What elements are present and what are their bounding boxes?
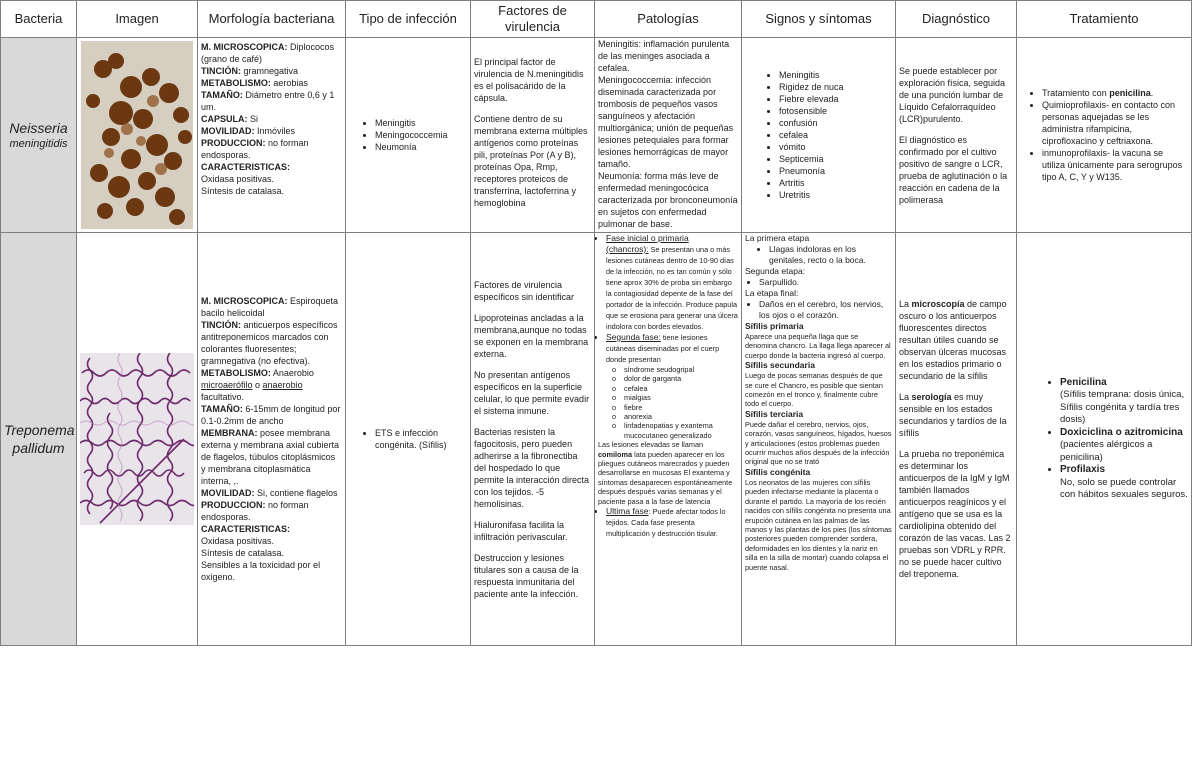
list-item: • Uretritis	[779, 189, 892, 201]
morph-label: CARACTERISTICAS:	[201, 524, 290, 534]
morph-value: aerobias	[270, 78, 308, 88]
genus-name: Neisseria	[9, 120, 68, 136]
phase-list-final	[598, 506, 738, 539]
morph-value: posee membrana externa y membrana axial cubierta de flagelos, túbulos citoplásmicos y membrana citoplasmática interna, ,.	[201, 428, 340, 486]
treatment-neisseria	[1017, 38, 1192, 233]
pathology-text-part: lata pueden aparecer en los pliegues cutáneos marecrados y pueden desarrollarse en mucosas El exantema y síntomas desaparecen espontáneamente después después varias semanas y el paciente pasa a la fase de latencia	[598, 449, 733, 506]
morph-line	[201, 427, 342, 487]
list-item: • Rigidez de nuca	[779, 81, 892, 93]
symptom-list	[598, 365, 738, 440]
morph-line	[201, 41, 342, 65]
diagnosis-text	[899, 298, 1013, 382]
syphilis-stage-title: Sífilis congénita	[745, 466, 811, 477]
treatment-drug: Doxiciclina o azitromicina	[1060, 426, 1183, 438]
pathology-text: Meningitis: inflamación purulenta de las meninges asociada a cefalea.	[598, 39, 730, 73]
morph-label: TAMAÑO:	[201, 404, 243, 414]
morph-line	[201, 523, 342, 535]
treatment-drug: Profilaxis	[1060, 464, 1106, 475]
list-item: • Quimioprofilaxis- en contacto con personas aquejadas se les administra rifampicina, ciprofloxacino y ceftriaxona.	[1042, 99, 1188, 147]
genus-name: Treponema	[4, 422, 75, 438]
list-item: • inmunoprofilaxis- la vacuna se utiliza únicamente para serogrupos tipo A, C, Y y W135.	[1042, 147, 1188, 183]
morph-line	[201, 125, 342, 137]
morph-extra: Síntesis de catalasa.	[201, 186, 285, 196]
list-item: • Fiebre elevada	[779, 93, 892, 105]
list-item: • Llagas indoloras en los genitales, recto o la boca.	[769, 244, 892, 266]
diagnosis-neisseria	[896, 38, 1017, 233]
pathology-text-part: Las lesiones elevadas se llaman	[598, 440, 704, 450]
list-item: • Artritis	[779, 177, 892, 189]
infection-neisseria	[346, 38, 471, 233]
virulence-text: El principal factor de virulencia de N.meningitidis es el polisacárido de la cápsula.	[474, 57, 584, 103]
neisseria-micrograph	[81, 41, 193, 229]
header-pathologies: Patologías	[595, 1, 742, 38]
treponema-micrograph	[80, 353, 194, 525]
diagnosis-text	[899, 391, 1013, 439]
table-row-neisseria	[1, 38, 1192, 233]
header-virulence: Factores de virulencia	[471, 1, 595, 38]
header-treatment: Tratamiento	[1017, 1, 1192, 38]
infection-list	[349, 117, 467, 153]
morph-label: TINCIÓN:	[201, 66, 241, 76]
treatment-text: Tratamiento con	[1042, 88, 1110, 98]
morph-line	[201, 499, 342, 523]
treatment-list	[1020, 377, 1188, 390]
morph-line	[201, 161, 342, 173]
morph-label: METABOLISMO:	[201, 78, 271, 88]
treatment-list	[1020, 87, 1188, 183]
morph-label: TAMAÑO:	[201, 90, 243, 100]
bacteria-name-treponema	[1, 233, 77, 646]
image-cell-neisseria	[77, 38, 198, 233]
morph-line	[201, 295, 342, 319]
species-name: meningitidis	[9, 138, 68, 150]
list-item: • Neumonía	[375, 141, 467, 153]
syphilis-stage-text: Los neonatos de las mujeres con sífilis pueden infectarse mediante la placenta o durante el partido. La mayoría de los recién nacidos con sífilis congénita no presenta una erupción cutánea en las palmas de las manos y las plantas de los pies (los síntomas posteriores pueden comprender sordera, deformidades en los dientes y la nariz en silla en la silla de montar) cuando colapsa el puente nasal.	[745, 477, 892, 572]
morph-label: PRODUCCION:	[201, 138, 266, 148]
list-item: • Septicemia	[779, 153, 892, 165]
list-item: • fotosensible	[779, 105, 892, 117]
list-item: o fiebre	[624, 403, 738, 412]
morph-label: METABOLISMO:	[201, 368, 271, 378]
treatment-drug: penicilina	[1109, 88, 1151, 98]
bacteria-name-neisseria	[1, 38, 77, 233]
list-item: o mialgias	[624, 393, 738, 402]
phase-subtitle: (chancros):	[606, 244, 649, 254]
syphilis-stage-text: Puede dañar el cerebro, nervios, ojos, corazón, vasos sanguíneos, hígados, huesos y articulaciones (estos problemas pueden ocurrir muchos años después de la infección original que no se trató	[745, 419, 892, 467]
stage-title: La etapa final:	[745, 288, 799, 298]
list-item: o linfadenopatias y exantema mucocutaneo generalizado	[624, 421, 738, 440]
diagnosis-bold: serología	[911, 392, 952, 402]
morph-line	[201, 137, 342, 161]
list-item: o dolor de garganta	[624, 374, 738, 383]
pathology-text: Meningococcemia: infección diseminada caracterizada por trombosis de pequeños vasos sanguíneos y afectación multiorgánica; unión de pequeñas lesiones petequiales para formar lesiones hemorrágicas de mayor tamaño.	[598, 75, 734, 169]
morph-line	[201, 319, 342, 367]
signs-treponema	[742, 233, 896, 646]
morph-label: PRODUCCION:	[201, 500, 266, 510]
morph-label: MOVILIDAD:	[201, 126, 255, 136]
list-item: • Pneumonía	[779, 165, 892, 177]
morph-value: no forman endosporas.	[201, 500, 309, 522]
treatment-detail: No, solo se puede controlar con hábitos sexuales seguros.	[1060, 476, 1188, 500]
pathology-text: Neumonía: forma más leve de enfermedad meningocócica caracterizada por bronconeumonía en sujetos con enfermedad pulmonar de base.	[598, 171, 738, 229]
pathology-neisseria	[595, 38, 742, 233]
treatment-detail: (pacientes alérgicos a penicilina)	[1060, 439, 1153, 463]
diagnosis-part: de campo oscuro o los anticuerpos fluorescentes directos resultan útiles cuando se observan úlceras mucosas en los estadios primario o secundario de la sífilis	[899, 299, 1007, 381]
virulence-text: Bacterias resisten la fagocitosis, pero pueden adherirse a la fibronectiba del hospedado lo que permite la interacción directa con los tejidos. -5 hemolisinas.	[474, 426, 590, 509]
morph-value: microaerófilo	[201, 380, 253, 390]
morph-value: 6-15mm de longitud por 0.1-0.2mm de ancho	[201, 404, 341, 426]
morph-line	[201, 77, 342, 89]
morph-value: Si, contiene flagelos	[254, 488, 338, 498]
species-name: pallidum	[12, 440, 65, 456]
phase-title: Segunda fase:	[606, 332, 661, 342]
morph-label: M. MICROSCOPICA:	[201, 42, 288, 52]
list-item	[1042, 87, 1188, 99]
virulence-text: Destruccion y lesiones titulares son a causa de la respuesta inmunitaria del paciente ante la infección.	[474, 552, 579, 599]
list-item: • Sarpullido.	[759, 277, 892, 288]
infection-treponema	[346, 233, 471, 646]
list-item: • Meningitis	[779, 69, 892, 81]
treatment-treponema	[1017, 233, 1192, 646]
virulence-treponema	[471, 233, 595, 646]
phase-text: Se presentan una o más lesiones cutáneas dentro de 10-90 días de la infección, no es tan común y sólo tiene aprox 30% de proba sin embargo la contagiosidad depente de la fase del portador de la infección. Produce papula que se erosiona para generar una úlcera indolora con bordes elevados.	[606, 245, 738, 331]
list-item: • confusión	[779, 117, 892, 129]
morph-extra: Síntesis de catalasa.	[201, 548, 285, 558]
diagnosis-treponema	[896, 233, 1017, 646]
morph-label: TINCIÓN:	[201, 320, 241, 330]
pathology-bold: comiloma	[598, 449, 633, 459]
morph-label: MEMBRANA:	[201, 428, 258, 438]
morph-extra: Oxidasa positivas.	[201, 174, 275, 184]
list-item: • vómito	[779, 141, 892, 153]
infection-list	[349, 427, 467, 451]
list-item: o síndrome seudogripal	[624, 365, 738, 374]
virulence-text: Factores de virulencia específicos sin identificar	[474, 279, 575, 302]
treatment-text: .	[1150, 88, 1154, 98]
list-item	[1060, 377, 1188, 390]
list-item	[1060, 464, 1188, 477]
image-cell-treponema	[77, 233, 198, 646]
syphilis-stage-title: Sífilis terciaria	[745, 408, 804, 419]
list-item: • Meningococcemia	[375, 129, 467, 141]
header-row	[1, 1, 1192, 38]
list-item: • Daños en el cerebro, los nervios, los ojos o el corazón.	[759, 299, 892, 321]
list-item: • cefalea	[779, 129, 892, 141]
header-infection-type: Tipo de infección	[346, 1, 471, 38]
treatment-list	[1020, 464, 1188, 477]
phase-title: Ultima fase	[606, 506, 649, 517]
morph-value: anticuerpos específicos antitreponemicos marcados con colorantes fluoresentes; gramnegativa (no efectiva).	[201, 320, 338, 366]
list-item	[1060, 427, 1188, 440]
stage-title: Segunda etapa:	[745, 266, 806, 276]
signs-neisseria	[742, 38, 896, 233]
diagnosis-text: Se puede establecer por exploración física, seguida de una punción lumbar de Líquido Cefalorraquídeo (LCR)purulento.	[899, 65, 1006, 124]
pathology-text	[598, 440, 738, 506]
morph-value: Diámetro entre 0,6 y 1 um.	[201, 90, 335, 112]
morph-line	[201, 403, 342, 427]
stage-title: La primera etapa	[745, 233, 810, 243]
diagnosis-bold: microscopía	[911, 299, 965, 309]
syphilis-stage-text: Luego de pocas semanas después de que se cure el Chancro, es posible que sientan comezón en el tronco y, finalmente cubre todo el cuerpo.	[745, 371, 883, 409]
morph-label: CAPSULA:	[201, 114, 248, 124]
pathology-treponema	[595, 233, 742, 646]
stage-list	[745, 277, 892, 288]
morph-value: gramnegativa	[241, 66, 299, 76]
morph-label: CARACTERISTICAS:	[201, 162, 290, 172]
morph-value: o	[252, 380, 263, 390]
phase-title: Fase inicial o primaria	[606, 233, 689, 243]
list-item	[606, 506, 738, 539]
morph-extra: Sensibles a la toxicidad por el oxigeno.	[201, 560, 321, 582]
syphilis-stage-title: Sífilis primaria	[745, 321, 804, 331]
diagnosis-text: El diagnóstico es confirmado por el cultivo positivo de sangre o LCR, prueba de aglutinación o la reacción en cadena de la polimerasa	[899, 134, 1008, 205]
morph-value: Espiroqueta bacilo helicoidal	[201, 296, 339, 318]
morph-value: anaerobio	[262, 380, 303, 390]
treatment-detail: (Sífilis temprana: dosis única, Sífilis congénita y tardía tres dosis)	[1060, 389, 1185, 425]
syphilis-stage-title: Sífilis secundaria	[745, 360, 815, 371]
virulence-neisseria	[471, 38, 595, 233]
list-item	[606, 233, 738, 332]
morph-value: facultativo.	[201, 392, 245, 402]
list-item	[606, 332, 738, 365]
virulence-text: Hialuronifasa facilita la infiltración perivascular.	[474, 519, 568, 542]
morph-line	[201, 487, 342, 499]
phase-text: : Puede afectar todos lo tejidos. Cada fase presenta multiplicación y destrucción tisular.	[606, 507, 726, 539]
morph-line	[201, 89, 342, 113]
morph-line	[201, 367, 342, 403]
morph-value: no forman endosporas.	[201, 138, 309, 160]
list-item: o cefalea	[624, 384, 738, 393]
table-row-treponema	[1, 233, 1192, 646]
morph-value: Diplococos (grano de café)	[201, 42, 335, 64]
morph-label: MOVILIDAD:	[201, 488, 255, 498]
list-item: • Meningitis	[375, 117, 467, 129]
list-item: • ETS e infección congénita. (Sífilis)	[375, 427, 467, 451]
morph-label: M. MICROSCOPICA:	[201, 296, 288, 306]
morph-value: Inmóviles	[254, 126, 296, 136]
morph-line	[201, 65, 342, 77]
header-morphology: Morfología bacteriana	[198, 1, 346, 38]
morphology-treponema	[198, 233, 346, 646]
diagnosis-part: La	[899, 392, 912, 402]
morph-extra: Oxidasa positivas.	[201, 536, 275, 546]
stage-list	[745, 244, 892, 266]
treatment-drug: Penicilina	[1060, 376, 1107, 388]
morph-value: Anaerobio	[270, 368, 314, 378]
morph-value: Si	[247, 114, 259, 124]
diagnosis-part: La	[899, 299, 912, 309]
diagnosis-part: es muy sensible en los estados secundarios y tardíos de la sífilis	[899, 392, 1007, 438]
phase-text: tiene lesiones cutáneas diseminadas por el cuerp donde presentan	[606, 333, 720, 364]
stage-list	[745, 299, 892, 321]
header-image: Imagen	[77, 1, 198, 38]
morphology-neisseria	[198, 38, 346, 233]
header-signs: Signos y síntomas	[742, 1, 896, 38]
treatment-list	[1020, 427, 1188, 440]
phase-list	[598, 233, 738, 365]
header-bacteria: Bacteria	[1, 1, 77, 38]
signs-list	[745, 69, 892, 201]
list-item: o anorexia	[624, 412, 738, 421]
syphilis-stage-text: Aparece una pequeña llaga que se denomina chancro. La llaga llega aparecer al cuerpo donde la bacteria ingresó al cuerpo.	[745, 332, 891, 360]
diagnosis-text: La prueba no treponémica es determinar los anticuerpos de la IgM y IgM también llamados anticuerpos reagínicos y el antígeno que se usa es la cardiolipina obtenido del corazón de las vacas. Las 2 pruebas son VDRL y RPR. no se puede hacer cultivo del treponema.	[899, 449, 1011, 579]
virulence-text: Contiene dentro de su membrana externa múltiples antígenos como proteínas pili, proteínas Por (A y B), proteínas Opa, Rmp, receptores proteicos de transferrina, lactoferrina y hemoglobina	[474, 114, 588, 208]
virulence-text: Lipoproteinas ancladas a la membrana,aunque no todas se exponen en la membrana externa.	[474, 312, 589, 359]
virulence-text: No presentan antígenos específicos en la superficie celular, lo que permite evadir el sistema inmune.	[474, 369, 590, 416]
morph-line	[201, 113, 342, 125]
header-diagnosis: Diagnóstico	[896, 1, 1017, 38]
